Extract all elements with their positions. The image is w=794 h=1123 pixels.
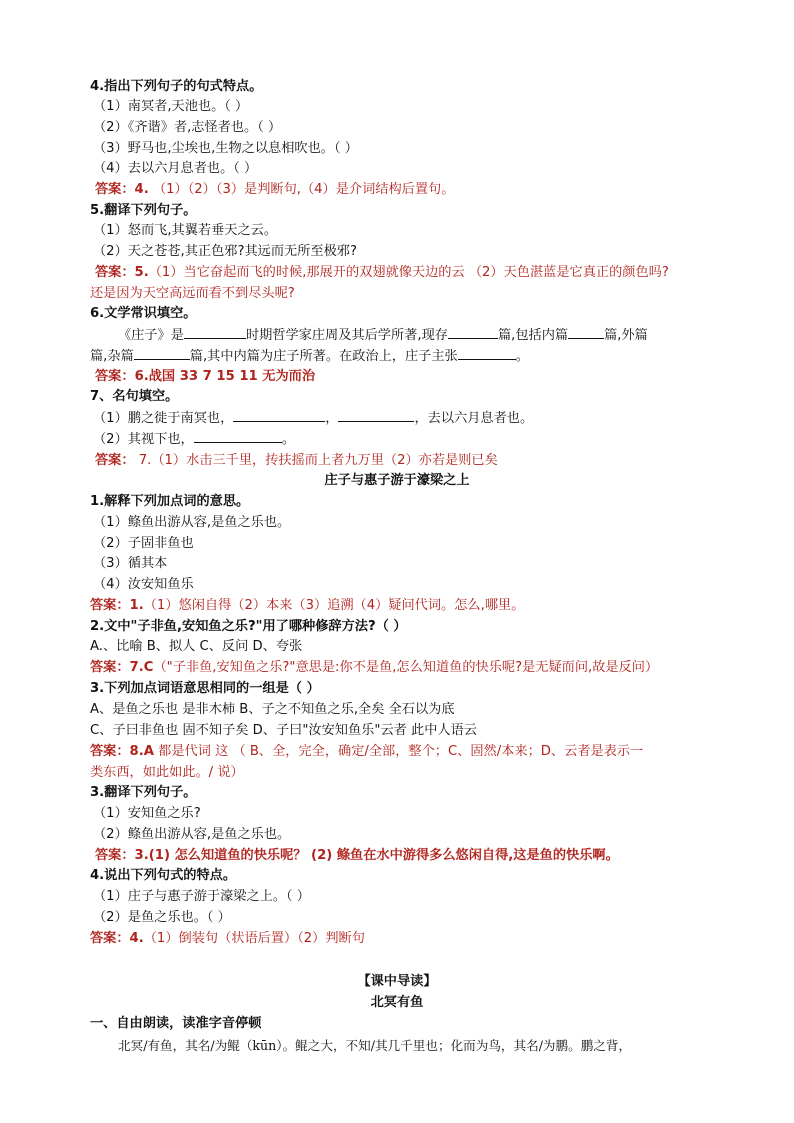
question-t1-item-4: （4）汝安知鱼乐: [93, 577, 194, 592]
answer-7-text: 7.（1）水击三千里，抟扶摇而上者九万里（2）亦若是则已矣: [134, 453, 498, 468]
answer-t1-text: （1）悠闲自得（2）本来（3）追溯（4）疑问代词。怎么,哪里。: [143, 598, 525, 613]
fill-text: （1）鹏之徙于南冥也，: [93, 411, 234, 426]
section-title-beiming: 北冥有鱼: [370, 995, 424, 1010]
fill-text: 篇,杂篇: [90, 349, 134, 364]
fill-blank[interactable]: [233, 409, 325, 422]
fill-text: 。: [515, 349, 529, 364]
question-t4-item-2: （2）鲦鱼出游从容,是鱼之乐也。: [93, 827, 291, 842]
question-t5-title: 4.说出下列句式的特点。: [90, 868, 237, 883]
answer-t3-line-1: [90, 743, 643, 761]
question-t2-title: 2.文中"子非鱼,安知鱼之乐?"用了哪种修辞方法?（ ）: [90, 619, 407, 634]
question-7-item-2: [93, 430, 295, 449]
answer-4-text: （1）（2）（3）是判断句,（4）是介词结构后置句。: [148, 182, 455, 197]
question-t4-title: 3.翻译下列句子。: [90, 785, 197, 800]
question-4-item-3: （3）野马也,尘埃也,生物之以息相吹也。（ ）: [93, 141, 358, 156]
question-5-title: 5.翻译下列句子。: [90, 203, 197, 218]
answer-7: [95, 452, 498, 470]
answer-t4-text: (1) 怎么知道鱼的快乐呢？ (2) 鲦鱼在水中游得多么悠闲自得,这是鱼的快乐啊。: [148, 848, 619, 863]
fill-blank[interactable]: [338, 409, 414, 422]
answer-t2: [90, 659, 658, 677]
fill-blank[interactable]: [134, 347, 190, 360]
answer-5-label: 答案：5.: [95, 265, 149, 280]
answer-t2-label: 答案：7.C: [90, 660, 154, 675]
question-t1-item-3: （3）循其本: [93, 556, 168, 571]
answer-t4-label: 答案：3.: [95, 848, 149, 863]
fill-blank[interactable]: [568, 326, 604, 339]
question-5-item-2: （2）天之苍苍,其正色邪?其远而无所至极邪?: [93, 244, 357, 259]
fill-text: （2）其视下也，: [93, 432, 194, 447]
answer-5-line-2: 还是因为天空高远而看不到尽头呢?: [90, 286, 295, 301]
question-4-item-4: （4）去以六月息者也。（ ）: [93, 161, 258, 176]
question-t3-options-ab: A、是鱼之乐也 是非木柿 B、子之不知鱼之乐,全矣 全石以为底: [90, 702, 455, 717]
question-t1-item-1: （1）鲦鱼出游从容,是鱼之乐也。: [93, 515, 291, 530]
question-4-item-2: （2）《齐谐》者,志怪者也。（ ）: [93, 120, 282, 135]
question-t5-item-2: （2）是鱼之乐也。（ ）: [93, 910, 231, 925]
answer-t5-label: 答案：4.: [90, 931, 144, 946]
fill-text: ，: [325, 411, 339, 426]
answer-7-label: 答案：: [95, 453, 135, 468]
fill-text: 时期哲学家庄周及其后学所著,现存: [245, 328, 448, 343]
question-t5-item-1: （1）庄子与惠子游于濠梁之上。（ ）: [93, 889, 310, 904]
answer-6-label: 答案：: [95, 369, 135, 384]
question-t4-item-1: （1）安知鱼之乐?: [93, 806, 201, 821]
answer-5-text: （1）当它奋起而飞的时候,那展开的双翅就像天边的云 （2）天色湛蓝是它真正的颜色吗?: [148, 265, 669, 280]
question-t3-title: 3.下列加点词语意思相同的一组是（ ）: [90, 681, 320, 696]
question-4-item-1: （1）南冥者,天池也。（ ）: [93, 99, 249, 114]
question-7-title: 7、名句填空。: [90, 389, 179, 404]
question-t3-options-cd: C、子曰非鱼也 固不知子矣 D、子曰"汝安知鱼乐"云者 此中人语云: [90, 723, 477, 738]
fill-text: 篇,包括内篇: [497, 328, 569, 343]
fill-blank[interactable]: [194, 430, 282, 443]
fill-blank[interactable]: [184, 326, 246, 339]
answer-t1-label: 答案：1.: [90, 598, 144, 613]
question-t1-item-2: （2）子固非鱼也: [93, 536, 194, 551]
answer-6-text: 6.战国 33 7 15 11 无为而治: [134, 369, 316, 384]
section-title-zhuangzi-huizi: 庄子与惠子游于濠梁之上: [324, 473, 470, 488]
answer-5-line-1: [95, 264, 669, 282]
answer-t2-text: （"子非鱼,安知鱼之乐?"意思是:你不是鱼,怎么知道鱼的快乐呢?是无疑而问,故是反问）: [153, 660, 659, 675]
answer-6: [95, 368, 315, 386]
fill-blank[interactable]: [458, 347, 516, 360]
answer-t1: [90, 597, 524, 615]
answer-t5-text: （1）倒装句（状语后置）（2）判断句: [143, 931, 365, 946]
answer-t3-text: 都是代词 这 （ B、全，完全，确定/全部，整个；C、固然/本来；D、云者是表示一: [153, 744, 644, 759]
answer-4-label: 答案：4.: [95, 182, 149, 197]
question-5-item-1: （1）怒而飞,其翼若垂天之云。: [93, 223, 278, 238]
answer-t4: [95, 847, 619, 865]
question-6-title: 6.文学常识填空。: [90, 306, 197, 321]
fill-text: 篇,外篇: [604, 328, 648, 343]
question-6-line-1: [118, 326, 648, 345]
reading-passage-line: 北冥/有鱼，其名/为鲲（kūn）。鲲之大，不知/其几千里也；化而为鸟，其名/为鹏。鹏之背，: [118, 1038, 632, 1053]
section-header: 【课中导读】: [357, 974, 437, 989]
question-6-line-2: [90, 347, 529, 366]
fill-text: 。: [281, 432, 295, 447]
fill-text: 篇,其中内篇为庄子所著。在政治上，庄子主张: [189, 349, 458, 364]
fill-text: ，去以六月息者也。: [414, 411, 534, 426]
answer-4: [95, 181, 454, 199]
answer-t3-line-2: 类东西，如此如此。/ 说）: [90, 765, 244, 780]
section-part-1-heading: 一、自由朗读，读准字音停顿: [90, 1016, 262, 1031]
fill-text: 《庄子》是: [118, 328, 184, 343]
fill-blank[interactable]: [448, 326, 498, 339]
question-7-item-1: [93, 409, 533, 428]
question-t1-title: 1.解释下列加点词的意思。: [90, 494, 250, 509]
answer-t5: [90, 930, 365, 948]
question-4-title: 4.指出下列句子的句式特点。: [90, 79, 263, 94]
answer-t3-label: 答案：8.A: [90, 744, 154, 759]
question-t2-options: A.、比喻 B、拟人 C、反问 D、夸张: [90, 639, 303, 654]
